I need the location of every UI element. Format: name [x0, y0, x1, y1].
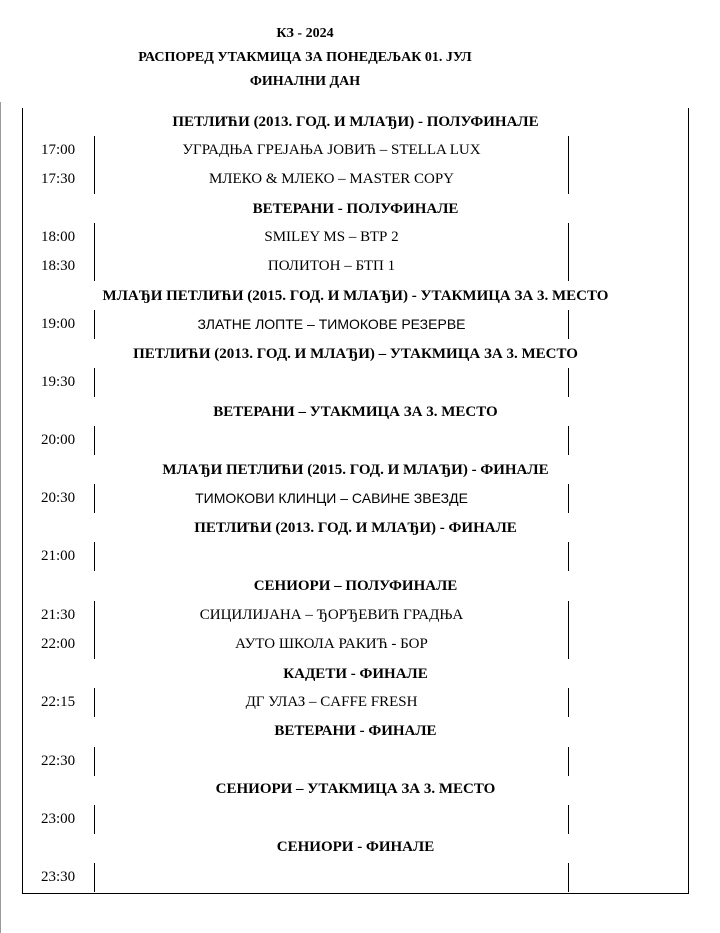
match-time: 18:00 — [41, 229, 76, 245]
column-divider-right — [568, 223, 569, 252]
document-header — [0, 22, 610, 94]
match-teams: ПОЛИТОН – БТП 1 — [267, 258, 396, 274]
schedule-table — [22, 108, 689, 894]
match-time: 22:30 — [41, 753, 76, 769]
column-divider-right — [568, 136, 569, 165]
section-title: ПЕТЛИЋИ (2013. ГОД. И МЛАЂИ) – УТАКМИЦА ЗА 3. МЕСТО — [133, 346, 578, 362]
match-row — [23, 310, 688, 339]
section-title: ВЕТЕРАНИ – УТАКМИЦА ЗА 3. МЕСТО — [213, 404, 498, 420]
column-divider-left — [94, 747, 95, 776]
match-time: 22:15 — [41, 694, 76, 710]
match-row — [23, 863, 688, 892]
match-teams: МЛЕКО & МЛЕКО – MASTER COPY — [208, 171, 455, 187]
match-row — [23, 747, 688, 776]
match-teams: СИЦИЛИЈАНА – ЂОРЂЕВИЋ ГРАДЊА — [199, 607, 464, 623]
header-schedule-title: РАСПОРЕД УТАКМИЦА ЗА ПОНЕДЕЉАК 01. ЈУЛ — [138, 50, 472, 65]
match-row — [23, 368, 688, 397]
match-teams: SMILEY MS – ВТР 2 — [264, 229, 399, 245]
column-divider-right — [568, 252, 569, 281]
match-time: 22:00 — [41, 636, 76, 652]
column-divider-right — [568, 688, 569, 717]
match-row — [23, 542, 688, 571]
column-divider-left — [94, 805, 95, 834]
section-title: СЕНИОРИ - ФИНАЛЕ — [276, 839, 435, 855]
match-row — [23, 136, 688, 165]
section-title: ВЕТЕРАНИ - ФИНАЛЕ — [274, 723, 437, 739]
section-title: МЛАЂИ ПЕТЛИЋИ (2015. ГОД. И МЛАЂИ) - ФИНАЛЕ — [162, 462, 549, 478]
match-time: 17:00 — [41, 142, 76, 158]
section-title: СЕНИОРИ – ПОЛУФИНАЛЕ — [253, 578, 458, 594]
match-time: 17:30 — [41, 171, 76, 187]
match-teams: АУТО ШКОЛА РАКИЋ - БОР — [235, 636, 428, 652]
column-divider-right — [568, 630, 569, 659]
column-divider-right — [568, 165, 569, 194]
match-row — [23, 252, 688, 281]
match-teams: ЗЛАТНЕ ЛОПТЕ – ТИМОКОВЕ РЕЗЕРВЕ — [197, 316, 466, 332]
match-time: 21:30 — [41, 607, 76, 623]
match-teams: ТИМОКОВИ КЛИНЦИ – САВИНЕ ЗВЕЗДЕ — [195, 490, 468, 506]
match-row — [23, 165, 688, 194]
column-divider-right — [568, 601, 569, 630]
match-row — [23, 426, 688, 455]
match-row — [23, 688, 688, 717]
header-tournament: КЗ - 2024 — [276, 26, 334, 41]
section-title: ПЕТЛИЋИ (2013. ГОД. И МЛАЂИ) - ПОЛУФИНАЛЕ — [172, 114, 539, 130]
match-time: 23:30 — [41, 869, 76, 885]
match-row — [23, 805, 688, 834]
column-divider-left — [94, 368, 95, 397]
column-divider-right — [568, 542, 569, 571]
match-teams: УГРАДЊА ГРЕЈАЊА ЈОВИЋ – STELLA LUX — [182, 142, 481, 158]
match-time: 21:00 — [41, 548, 76, 564]
column-divider-left — [94, 863, 95, 892]
match-time: 19:30 — [41, 374, 76, 390]
match-row — [23, 630, 688, 659]
match-row — [23, 484, 688, 513]
match-time: 18:30 — [41, 258, 76, 274]
match-teams: ДГ УЛАЗ – CAFFE FRESH — [245, 694, 418, 710]
match-time: 19:00 — [41, 316, 76, 332]
column-divider-right — [568, 747, 569, 776]
match-time: 20:00 — [41, 432, 76, 448]
section-title: МЛАЂИ ПЕТЛИЋИ (2015. ГОД. И МЛАЂИ) - УТАКМИЦА ЗА 3. МЕСТО — [102, 288, 609, 304]
page-edge-line — [0, 102, 1, 933]
section-title: КАДЕТИ - ФИНАЛЕ — [283, 666, 428, 682]
column-divider-right — [568, 310, 569, 339]
match-time: 20:30 — [41, 490, 76, 506]
section-title: ПЕТЛИЋИ (2013. ГОД. И МЛАЂИ) - ФИНАЛЕ — [194, 520, 517, 536]
column-divider-right — [568, 805, 569, 834]
column-divider-left — [94, 426, 95, 455]
column-divider-right — [568, 863, 569, 892]
column-divider-right — [568, 426, 569, 455]
header-final-day: ФИНАЛНИ ДАН — [249, 74, 361, 89]
match-row — [23, 601, 688, 630]
column-divider-left — [94, 542, 95, 571]
column-divider-right — [568, 484, 569, 513]
section-title: СЕНИОРИ – УТАКМИЦА ЗА 3. МЕСТО — [215, 781, 496, 797]
match-row — [23, 223, 688, 252]
section-title: ВЕТЕРАНИ - ПОЛУФИНАЛЕ — [252, 201, 459, 217]
match-time: 23:00 — [41, 811, 76, 827]
column-divider-right — [568, 368, 569, 397]
